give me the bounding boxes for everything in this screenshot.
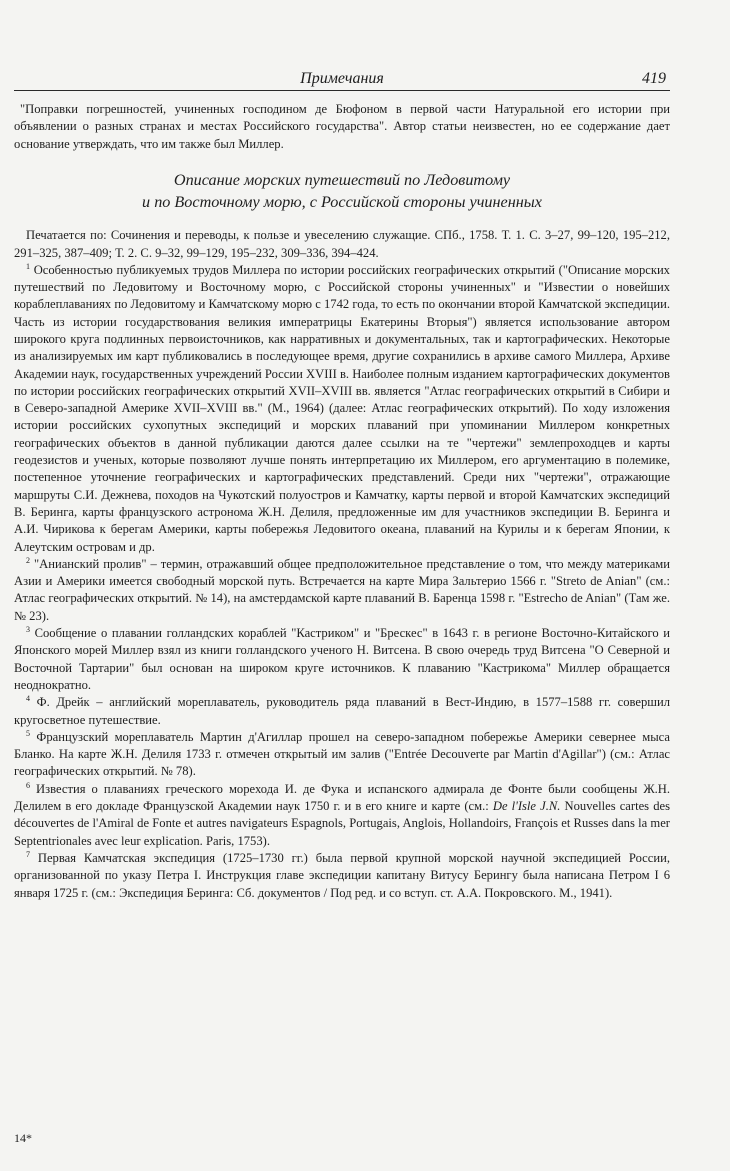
footnote-4 xyxy=(14,694,670,729)
footnote-1 xyxy=(14,262,670,556)
footnote-text-after: Nouvelles cartes des découvertes de l'Amiral de Fonte et autres navigateurs Espagnols, Portugais, Anglois, Hollandoirs, François et Russes dans la mer Septentrionales avec leur explication. Paris, 1753). xyxy=(14,799,670,848)
section-heading-line-1: Описание морских путешествий по Ледовитому xyxy=(173,171,511,190)
footnote-number: 7 xyxy=(26,849,30,859)
footnote-5 xyxy=(14,729,670,781)
section-heading-line-2: и по Восточному морю, с Российской стороны учиненных xyxy=(142,193,542,212)
page xyxy=(14,60,670,902)
footnote-text: Сообщение о плавании голландских кораблей "Кастриком" и "Брескес" в 1643 г. в регионе Восточно-Китайского и Японского морей Миллер взял из книги голландского ученого Н. Витсена. В свою очередь труд Витсена "О Северной и Восточной Тартарии" был основан на широком круге источников. К плаванию "Кастрикома" Миллер обращается неоднократно. xyxy=(14,626,670,692)
signature-mark: 14* xyxy=(14,1131,32,1145)
page-number: 419 xyxy=(642,70,666,87)
footnote-number: 3 xyxy=(26,624,30,634)
footnote-2 xyxy=(14,556,670,625)
footnote-text-before: Известия о плаваниях греческого морехода И. де Фука и испанского адмирала де Фонте были сообщены Ж.Н. Делилем в его докладе Французской Академии наук 1750 г. и в его книге и карте (см.: xyxy=(14,781,670,814)
footnote-text: Французский мореплаватель Мартин д'Агиллар прошел на северо-западном побережье Америки севернее мыса Бланко. На карте Ж.Н. Делиля 1733 г. отмечен открытый им залив ("Entrée Decouverte par Martin d'Agillar") (см.: Атлас географических открытий. № 78). xyxy=(14,729,670,779)
footnote-text: Первая Камчатская экспедиция (1725–1730 гг.) была первой крупной морской научной экспедицией России, организованной по указу Петра I. Инструкция главе экспедиции капитану Витусу Берингу была написана Петром I 6 января 1725 г. (см.: Экспедиция Беринга: Сб. документов / Под ред. и со вступ. ст. А.А. Покровского. М., 1941). xyxy=(14,850,670,900)
section-heading xyxy=(14,169,670,213)
footnote-italic-author: De l'Isle J.N. xyxy=(492,799,561,814)
running-header-title: Примечания xyxy=(300,70,384,87)
footnote-number: 2 xyxy=(26,555,30,565)
running-header xyxy=(14,60,670,91)
footnote-number: 6 xyxy=(26,780,30,790)
footnote-number: 1 xyxy=(26,261,30,271)
footnote-3 xyxy=(14,625,670,694)
footnote-text: Особенностью публикуемых трудов Миллера по истории российских географических открытий ("Описание морских путешествий по Ледовитому и Восточному морю, с Российской стороны учиненных" и "Известии о новейших кораблеплаваниях по Ледовитому и Камчатскому морю с 1742 года, то есть по окончании второй Камчатской экспедиции. Часть из истории государствования великия императрицы Екатерины Вторыя") является использование автором широкого круга подлинных первоисточников, как нарративных и документальных, так и картографических. Некоторые из анализируемых им карт публиковались в последующее время, другие сохранились в архиве самого Миллера, Архиве Академии наук, государственных учреждений России XVIII в. Наиболее полным изданием картографических документов по истории российских географических открытий XVII–XVIII вв. является "Атлас географических открытий в Сибири и в Северо-западной Америке XVII–XVIII вв." (М., 1964) (далее: Атлас географических открытий). По ходу изложения истории российских сухопутных экспедиций и морских плаваний при упоминании Миллером конкретных географических объектов в данной публикации даются далее ссылки на те "чертежи" землепроходцев и карты геодезистов и ученых, которые позволяют лучше понять интерпретацию их Миллером, его аргументацию в полемике, постепенное уточнение географических и картографических представлений. Среди них "чертежи", отражающие маршруты С.И. Дежнева, походов на Чукотский полуостров и Камчатку, карты первой и второй Камчатских экспедиций В. Беринга, карты французского астронома Ж.Н. Делиля, предложенные им для участников экспедиции В. Беринга и А.И. Чирикова к берегам Америки, карты побережья Ледовитого океана, плаваний на Курилы и к берегам Японии, к Алеутским островам и др. xyxy=(14,262,670,554)
footnote-7 xyxy=(14,850,670,902)
source-note: Печатается по: Сочинения и переводы, к пользе и увеселению служащие. СПб., 1758. Т. 1. С. 3–27, 99–120, 195–212, 291–325, 387–409; Т. 2. С. 9–32, 99–129, 195–232, 309–336, 394–424. xyxy=(14,228,670,260)
intro-paragraph: "Поправки погрешностей, учиненных господином де Бюфоном в первой части Натуральной его истории при объявлении о разных странах и местах Российского государства". Автор статьи неизвестен, но ее содержание дает основание утверждать, что им также был Миллер. xyxy=(14,102,670,151)
footnote-number: 5 xyxy=(26,728,30,738)
footnote-text: Ф. Дрейк – английский мореплаватель, руководитель ряда плаваний в Вест-Индию, в 1577–1588 гг. совершил кругосветное путешествие. xyxy=(14,695,670,727)
footnote-number: 4 xyxy=(26,694,30,704)
footnote-6 xyxy=(14,781,670,850)
footnote-text: "Анианский пролив" – термин, отражавший общее предположительное представление о том, что между материками Азии и Америки имеется свободный морской путь. Встречается на карте Мира Зальтерио 1566 г. "Streto de Anian" (см.: Атлас географических открытий. № 14), на амстердамской карте плаваний В. Баренца 1598 г. "Estrecho de Anian" (Там же. № 23). xyxy=(14,556,670,623)
